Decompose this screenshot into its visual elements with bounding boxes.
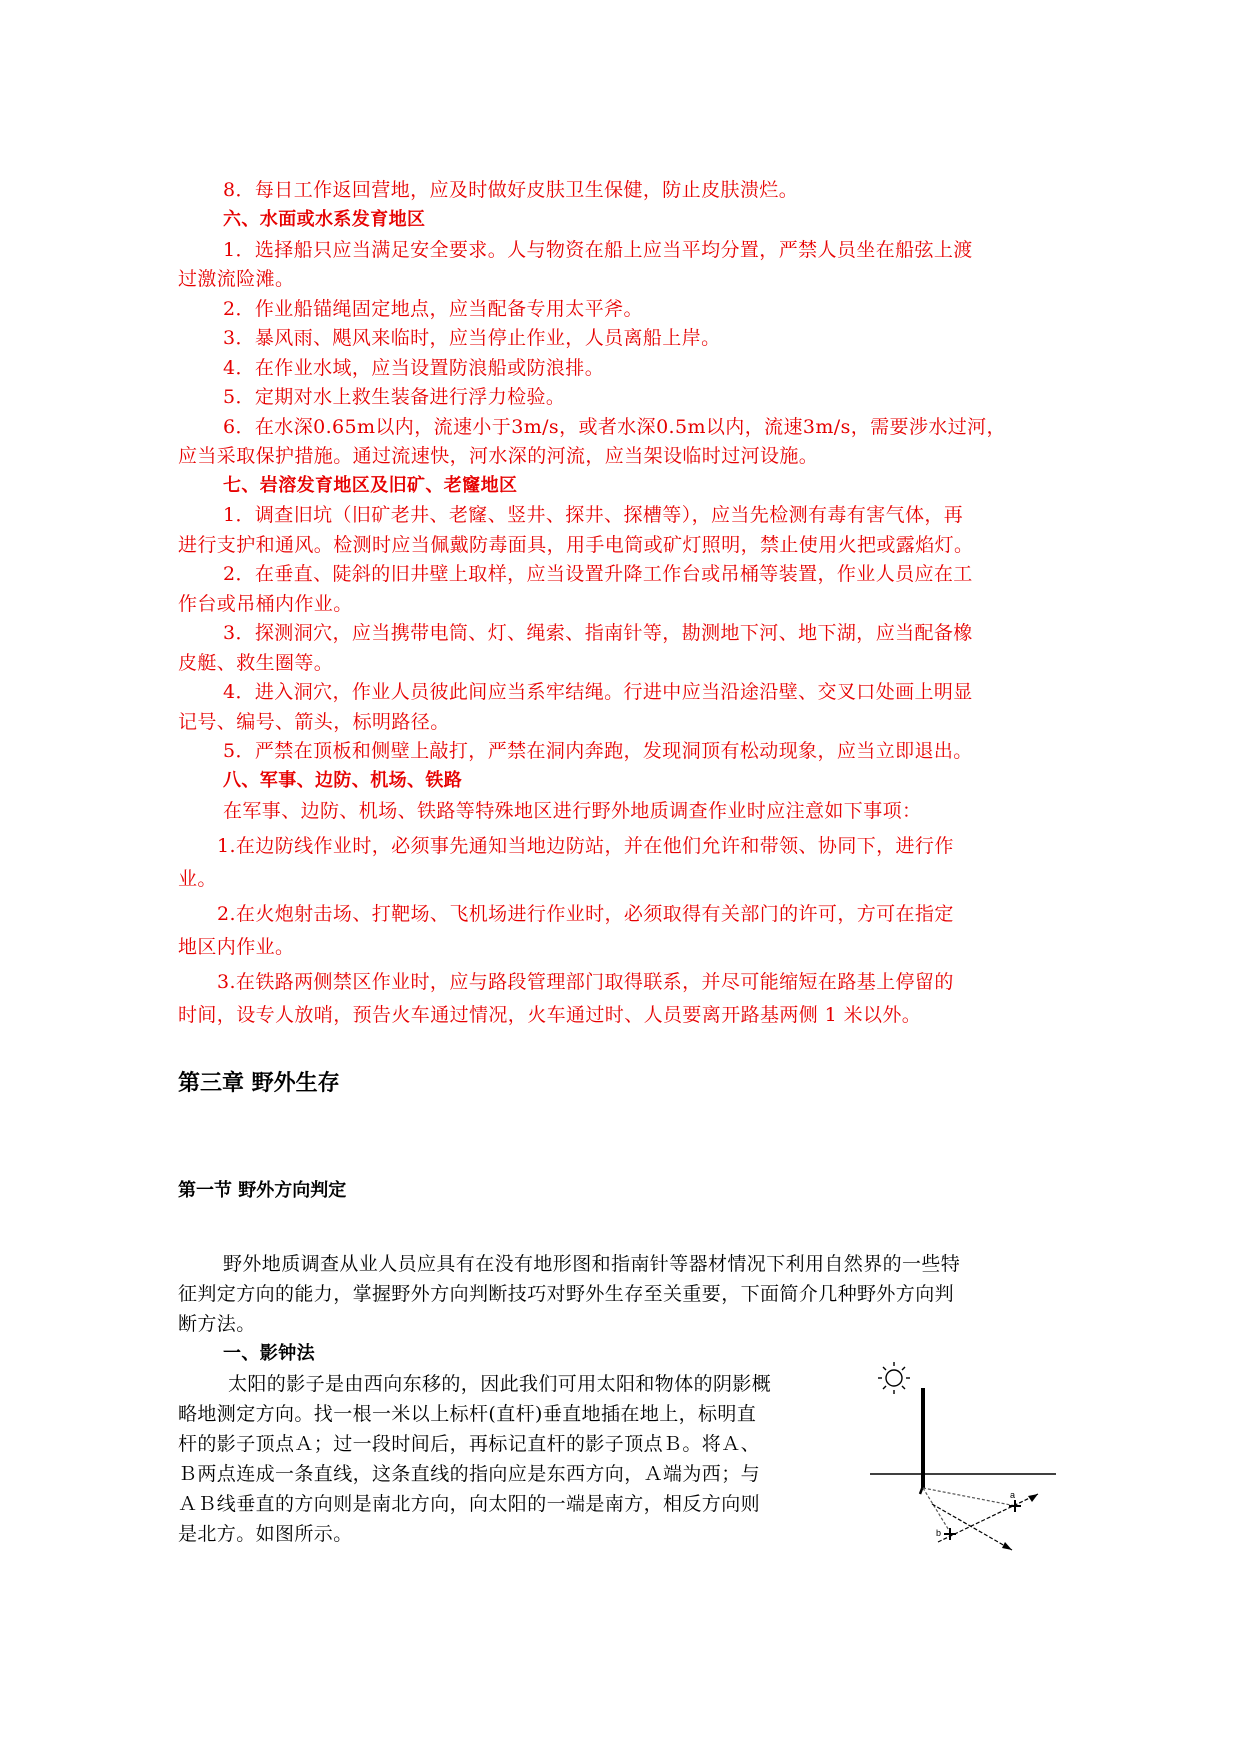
label-b: b: [936, 1528, 942, 1538]
method1-line6: 是北方。如图所示。: [178, 1523, 353, 1545]
paragraph-7-2-line1: 2．在垂直、陡斜的旧井壁上取样，应当设置升降工作台或吊桶等装置，作业人员应在工: [223, 563, 973, 585]
heading-shadow-clock-method: 一、影钟法: [223, 1343, 315, 1364]
shadow-b-line: [923, 1488, 950, 1532]
method1-line2: 略地测定方向。找一根一米以上标杆(直杆)垂直地插在地上，标明直: [178, 1403, 757, 1425]
label-a: a: [1010, 1490, 1016, 1500]
paragraph-8-1-line2: 业。: [178, 868, 217, 890]
paragraph-7-1-line2: 进行支护和通风。检测时应当佩戴防毒面具，用手电筒或矿灯照明，禁止使用火把或露焰灯。: [178, 534, 974, 556]
paragraph-7-1-line1: 1．调查旧坑（旧矿老井、老窿、竖井、探井、探槽等），应当先检测有毒有害气体，再: [223, 504, 964, 526]
paragraph-item-8: 8．每日工作返回营地，应及时做好皮肤卫生保健，防止皮肤溃烂。: [223, 179, 799, 201]
shadow-a-line: [923, 1488, 1016, 1506]
paragraph-8-3-line2: 时间，设专人放哨，预告火车通过情况，火车通过时、人员要离开路基两侧 1 米以外。: [178, 1004, 922, 1026]
paragraph-6-1-line1: 1．选择船只应当满足安全要求。人与物资在船上应当平均分置，严禁人员坐在船弦上渡: [223, 239, 973, 261]
paragraph-6-4: 4．在作业水域，应当设置防浪船或防浪排。: [223, 357, 605, 379]
paragraph-6-3: 3．暴风雨、飓风来临时，应当停止作业，人员离船上岸。: [223, 327, 721, 349]
heading-military-areas: 八、军事、边防、机场、铁路: [223, 770, 463, 791]
chapter-title: 第三章 野外生存: [178, 1071, 340, 1096]
heading-water-areas: 六、水面或水系发育地区: [223, 209, 426, 230]
intro-line1: 野外地质调查从业人员应具有在没有地形图和指南针等器材情况下利用自然界的一些特: [223, 1253, 961, 1275]
method1-line5: ＡＢ线垂直的方向则是南北方向，向太阳的一端是南方，相反方向则: [178, 1493, 761, 1515]
paragraph-7-4-line1: 4．进入洞穴，作业人员彼此间应当系牢结绳。行进中应当沿途沿壁、交叉口处画上明显: [223, 681, 973, 703]
paragraph-7-4-line2: 记号、编号、箭头，标明路径。: [178, 711, 450, 733]
paragraph-6-6-line1: 6．在水深0.65m以内，流速小于3m/s，或者水深0.5m以内，流速3m/s，需要涉水过河，: [223, 416, 1006, 438]
method1-line3: 杆的影子顶点Ａ；过一段时间后，再标记直杆的影子顶点Ｂ。将Ａ、: [178, 1433, 761, 1455]
paragraph-6-5: 5．定期对水上救生装备进行浮力检验。: [223, 386, 566, 408]
paragraph-6-6-line2: 应当采取保护措施。通过流速快，河水深的河流，应当架设临时过河设施。: [178, 445, 819, 467]
paragraph-7-3-line1: 3．探测洞穴，应当携带电筒、灯、绳索、指南针等，勘测地下河、地下湖，应当配备橡: [223, 622, 973, 644]
heading-karst-areas: 七、岩溶发育地区及旧矿、老窿地区: [223, 475, 518, 496]
paragraph-8-2-line2: 地区内作业。: [178, 936, 295, 958]
sun-icon: [878, 1362, 910, 1394]
paragraph-8-intro: 在军事、边防、机场、铁路等特殊地区进行野外地质调查作业时应注意如下事项：: [223, 800, 922, 822]
section-title: 第一节 野外方向判定: [178, 1180, 347, 1201]
paragraph-8-3-line1: 3.在铁路两侧禁区作业时，应与路段管理部门取得联系，并尽可能缩短在路基上停留的: [217, 971, 954, 993]
method1-line1: 太阳的影子是由西向东移的，因此我们可用太阳和物体的阴影概: [228, 1373, 772, 1395]
paragraph-8-2-line1: 2.在火炮射击场、打靶场、飞机场进行作业时，必须取得有关部门的许可，方可在指定: [217, 903, 954, 925]
paragraph-8-1-line1: 1.在边防线作业时，必须事先通知当地边防站，并在他们允许和带领、协同下，进行作: [217, 835, 954, 857]
paragraph-7-3-line2: 皮艇、救生圈等。: [178, 652, 334, 674]
method1-line4: Ｂ两点连成一条直线，这条直线的指向应是东西方向，Ａ端为西；与: [178, 1463, 761, 1485]
ns-line: [932, 1504, 1012, 1550]
intro-line3: 断方法。: [178, 1313, 256, 1335]
pole-base: [920, 1486, 923, 1494]
shadow-clock-figure: [868, 1356, 1058, 1560]
point-a-marker: [1009, 1500, 1021, 1512]
intro-line2: 征判定方向的能力，掌握野外方向判断技巧对野外生存至关重要，下面简介几种野外方向判: [178, 1283, 955, 1305]
paragraph-6-1-line2: 过激流险滩。: [178, 268, 295, 290]
paragraph-6-2: 2．作业船锚绳固定地点，应当配备专用太平斧。: [223, 298, 643, 320]
paragraph-7-5: 5．严禁在顶板和侧壁上敲打，严禁在洞内奔跑，发现洞顶有松动现象，应当立即退出。: [223, 740, 973, 762]
ns-arrow-head: [1002, 1542, 1012, 1550]
ew-arrow-head: [1028, 1494, 1038, 1502]
paragraph-7-2-line2: 作台或吊桶内作业。: [178, 593, 353, 615]
